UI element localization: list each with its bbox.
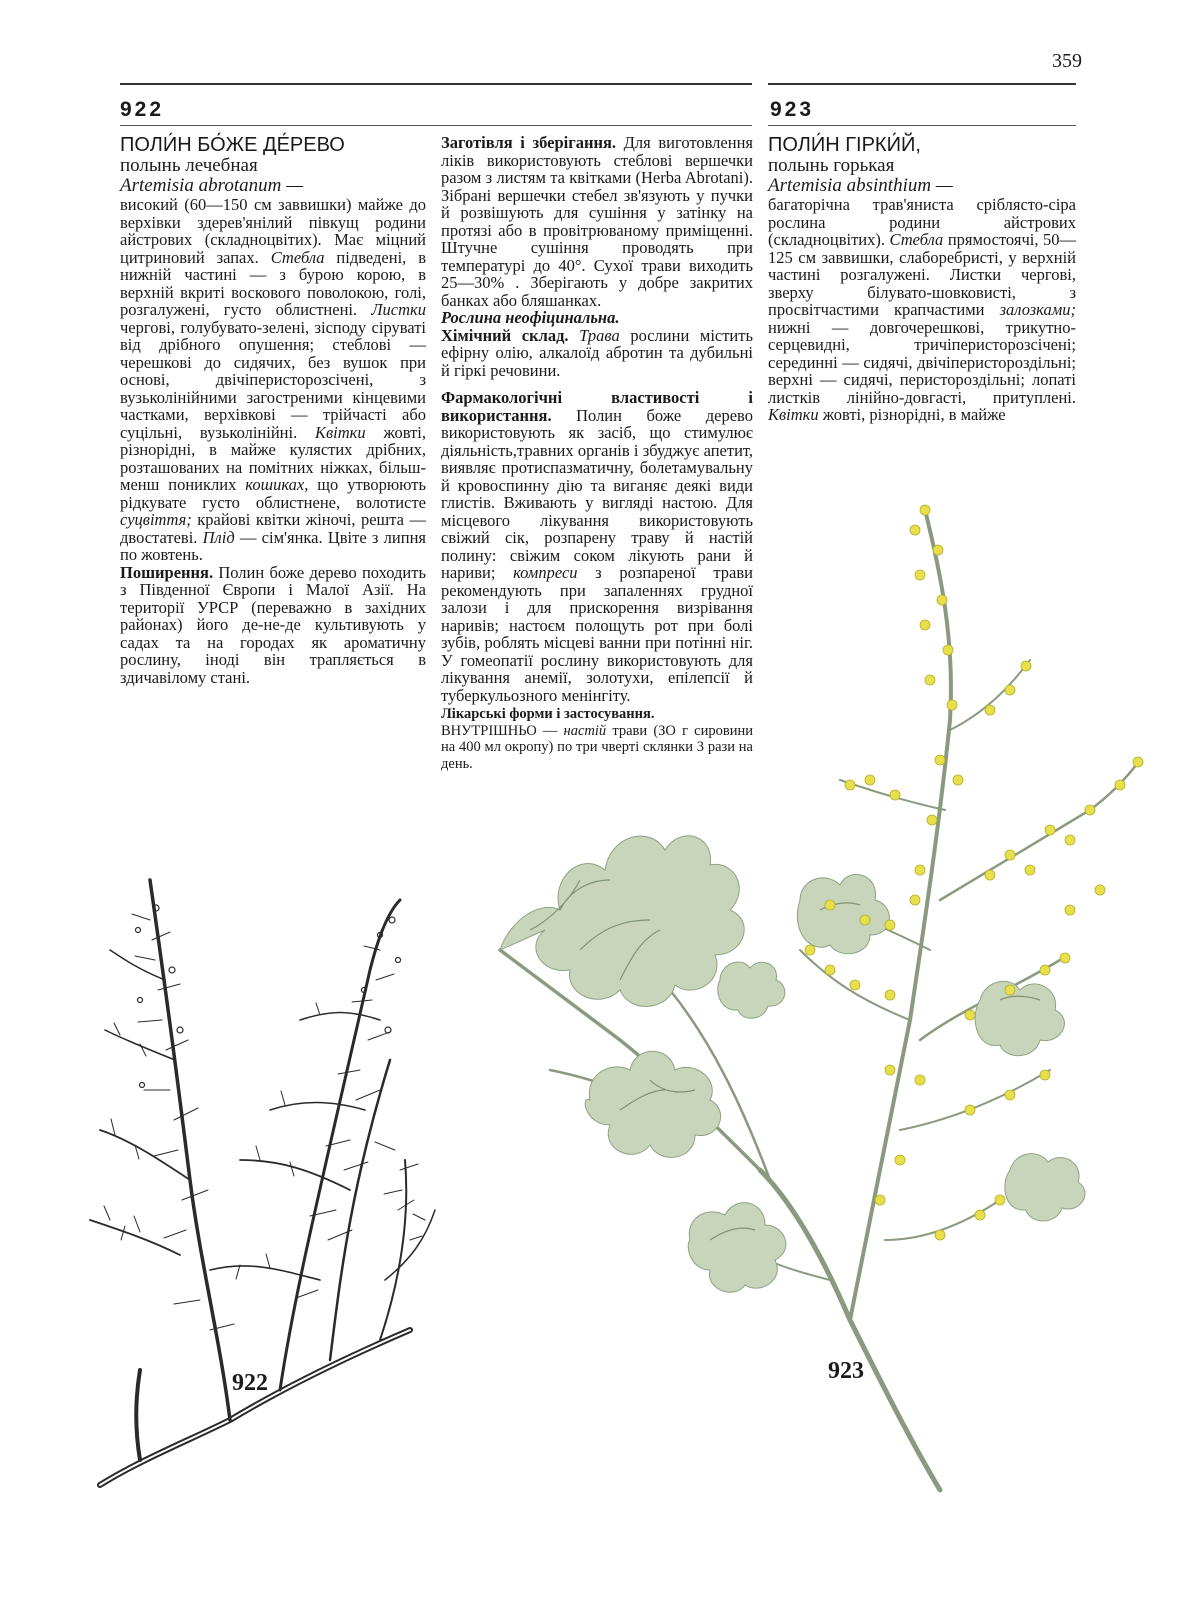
entry-922-distribution: Поширення. Полин боже дерево походить з Південної Європи і Малої Азії. На території УРСР (переважно в західних районах) його де-не-де культивують у садах та на городах як ароматичну рослину, іноді він трапляється в здичавілому стані. — [120, 562, 426, 687]
figure-label-922: 922 — [232, 1370, 268, 1396]
header-rule-right — [768, 83, 1076, 85]
entry-922-russian-name: полынь лечебная — [120, 155, 258, 176]
entry-rule-right — [768, 125, 1076, 126]
entry-922-latin-name: Artemisia abrotanum — — [120, 175, 303, 196]
entry-923-description: багаторічна трав'яниста сріблясто-сіра рослина родини айстрових (складноцвітих). Стебла прямостоячі, 50—125 см заввишки, слаборебристі, у верхній частині розгалужені. Листки чергові, зверху білувато-шовковисті, з просвітчастими крапчастими залозками; нижні — довгочерешкові, трикутно-серцевидні, тричіперисторозсічені; серединні — сидячі, двічіперисторoздільні; верхні — сидячі, перисторoздільні; лопаті листків лінійно-довгасті, притуплені. Квітки жовті, різнорідні, в майже — [768, 195, 1076, 424]
illustration-922-southernwood — [80, 860, 440, 1500]
illustration-923-wormwood — [470, 480, 1160, 1510]
entry-number-922: 922 — [120, 98, 165, 121]
entry-923-russian-name: полынь горькая — [768, 155, 895, 176]
entry-923-title: ПОЛИ́Н ГІРКИ́Й, — [768, 134, 921, 156]
figure-label-923: 923 — [828, 1358, 864, 1384]
entry-922-title: ПОЛИ́Н БО́ЖЕ ДЕ́РЕВО — [120, 134, 345, 156]
column-entry-922 — [120, 134, 426, 686]
forms-text: ВНУТРІШНЬО — настій трави (ЗО г сировини на 400 мл окропу) по три чверті склянки 3 рази на день. — [441, 722, 754, 772]
chemistry-section: Хімічний склад. Трава рослини містить ефірну олію, алкалоїд абротин та дубильні й гіркі речовини. — [441, 325, 753, 380]
forms-heading: Лікарські форми і застосування. — [441, 706, 655, 722]
harvest-section: Заготівля і зберігання. Для виготовлення ліків використовують стеблові вершечки разом з листям та квітками (Herba Abrotani). Зібрані вершечки стебел зв'язують у пучки й розвішують для сушіння у затінку на протязі або в провітрюваному приміщенні. Штучне сушіння проводять при температурі до 40°. Сухої трави виходить 25—30% . Зберігають у добре закритих банках або бляшанках. — [441, 133, 753, 310]
entry-rule-left — [120, 125, 752, 126]
header-rule-left — [120, 83, 752, 85]
pharmacology-section: Фармакологічні властивості і використання. Полин боже дерево використовують як засіб, що стимулює діяльність,травних органів і збуджує апетит, виявляє протиспазматичну, болетамувальну й кровоспинну дію та виганяє деякі види глистів. Вживають у вигляді настою. Для місцевого лікування використовують свіжий сік, розпарену траву й настій полину: свіжим соком лікують рани й нариви; компреси з розпареної трави рекомендують при запаленнях грудної залози і для прискорення визрівання наривів; настоєм полощуть рот при болі зубів, роблять місцеві ванни при потінні ніг. У гомеопатії рослину використовують для лікування анемії, золотухи, епілепсії й туберкульозного менінгіту. — [441, 388, 753, 705]
status-note: Рослина неофіцинальна. — [441, 308, 620, 327]
column-entry-923 — [768, 134, 1076, 424]
page-number: 359 — [1052, 50, 1082, 72]
entry-923-latin-name: Artemisia absinthium — — [768, 175, 953, 196]
entry-number-923: 923 — [770, 98, 815, 121]
entry-922-description: високий (60—150 см заввишки) майже до верхівки здерев'янілий півкущ родини айстрових (складноцвітих). Має міцний цитриновий запах. Стебла підведені, в нижній частині — з бурою корою, в верхній вкриті воскового поволокою, голі, розгалужені, густо облистнені. Листки чергові, голубувато-зелені, зісподу сіруваті від дрібного опушення; стеблові — черешкові до сидячих, без вушок при основі, двічіперисторозсічені, з вузьколінійними загостреними кінцевими частками, верхівкові — трійчасті або суцільні, вузьколінійні. Квітки жовті, різнорідні, в майже кулястих дрібних, розташованих на помітних ніжках, більш-менш пониклих кошиках, що утворюють рідкувате густо облистнене, волотисте суцвіття; крайові квітки жіночі, решта — двостатеві. Плід — сім'янка. Цвіте з липня по жовтень. — [120, 195, 427, 564]
